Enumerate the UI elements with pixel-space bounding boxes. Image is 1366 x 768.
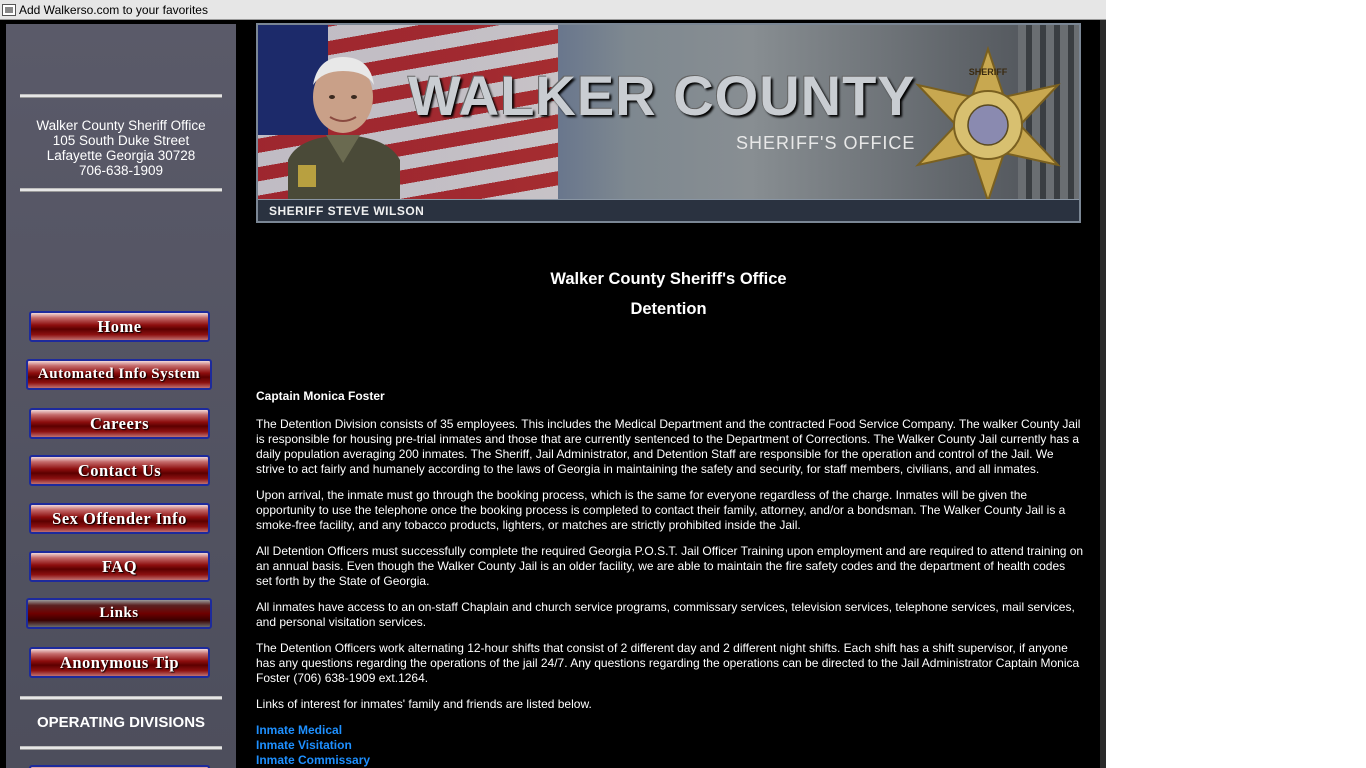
inmate-visitation-link[interactable]: Inmate Visitation [256,738,352,752]
page-subtitle: Detention [630,300,707,318]
address-line-street: 105 South Duke Street [52,133,190,148]
header-banner [256,23,1081,223]
page-headings [256,264,1081,324]
paragraph: All Detention Officers must successfully complete the required Georgia P.O.S.T. Jail Officer Training upon employment and are required to attend training on an annual basis. Even though the Walker County Jail is an older facility, we are able to maintain the fire safety codes and the department of health codes set forth by the State of Georgia. [256,544,1084,588]
sheriff-portrait [278,45,408,205]
paragraph: Links of interest for inmates' family and friends are listed below. [256,697,592,711]
sheriff-badge-icon [908,45,1068,205]
frame-edge [1100,20,1106,768]
banner-caption-bar [258,199,1081,221]
nav-careers-button[interactable]: Careers [29,408,210,439]
nav-faq-button[interactable]: FAQ [29,551,210,582]
operating-divisions-heading: OPERATING DIVISIONS [36,714,206,731]
captain-name: Captain Monica Foster [256,389,385,403]
inmate-links [256,723,1084,768]
page-title: Walker County Sheriff's Office [550,270,787,288]
sidebar-divider [20,188,222,192]
favorites-icon [2,4,16,16]
nav-home-button[interactable]: Home [29,311,210,342]
paragraph: All inmates have access to an on-staff Chaplain and church service programs, commissary services, television services, telephone services, mail services, and personal visitation services. [256,600,1075,629]
inmate-commissary-link[interactable]: Inmate Commissary [256,753,371,767]
banner-title: WALKER COUNTY [408,64,916,127]
sidebar-divider [20,696,222,700]
address-line-phone: 706-638-1909 [78,163,164,178]
address-line-city: Lafayette Georgia 30728 [46,148,196,163]
sidebar [6,24,236,768]
paragraph: The Detention Division consists of 35 employees. This includes the Medical Department and the contracted Food Service Company. The walker County Jail is responsible for housing pre-trial inmates and those that are currently sentenced to the Department of Corrections. The Walker County Jail currently has a daily population averaging 200 inmates. The Sheriff, Jail Administrator, and Detention Staff are responsible for the operation and control of the Jail. We strive to act fairly and humanely according to the laws of Georgia in maintaining the safety and security, for staff members, civilians, and all inmates. [256,417,1081,476]
paragraph: The Detention Officers work alternating 12-hour shifts that consist of 2 different day and 2 different night shifts. Each shift has a shift supervisor, if anyone has any questions regarding the operations of the jail 24/7. Any questions regarding the operations can be directed to the Jail Administrator Captain Monica Foster (706) 638-1909 ext.1264. [256,641,1080,685]
nav-contact-button[interactable]: Contact Us [29,455,210,486]
nav-automated-info-button[interactable]: Automated Info System [26,359,212,390]
add-favorites-link[interactable]: Add Walkerso.com to your favorites [19,2,208,17]
badge-label: SHERIFF [968,67,1008,77]
banner-caption: SHERIFF STEVE WILSON [269,204,425,218]
favorites-bar [0,0,1106,20]
banner-subtitle: SHERIFF'S OFFICE [736,133,916,153]
nav-links-button[interactable]: Links [26,598,212,629]
nav-anonymous-tip-button[interactable]: Anonymous Tip [29,647,210,678]
nav-sex-offender-button[interactable]: Sex Offender Info [29,503,210,534]
address-line-name: Walker County Sheriff Office [36,118,206,133]
sidebar-divider [20,746,222,750]
paragraph: Upon arrival, the inmate must go through the booking process, which is the same for everyone regardless of the charge. Inmates will be given the opportunity to use the telephone once the booking process is completed to contact their family, attorney, and/or a bondsman. The Walker County Jail is a smoke-free facility, and any tobacco products, lighters, or matches are strictly prohibited inside the Jail. [256,488,1066,532]
sidebar-divider [20,94,222,98]
inmate-medical-link[interactable]: Inmate Medical [256,723,343,737]
office-address [6,118,236,178]
main-content [256,389,1084,768]
